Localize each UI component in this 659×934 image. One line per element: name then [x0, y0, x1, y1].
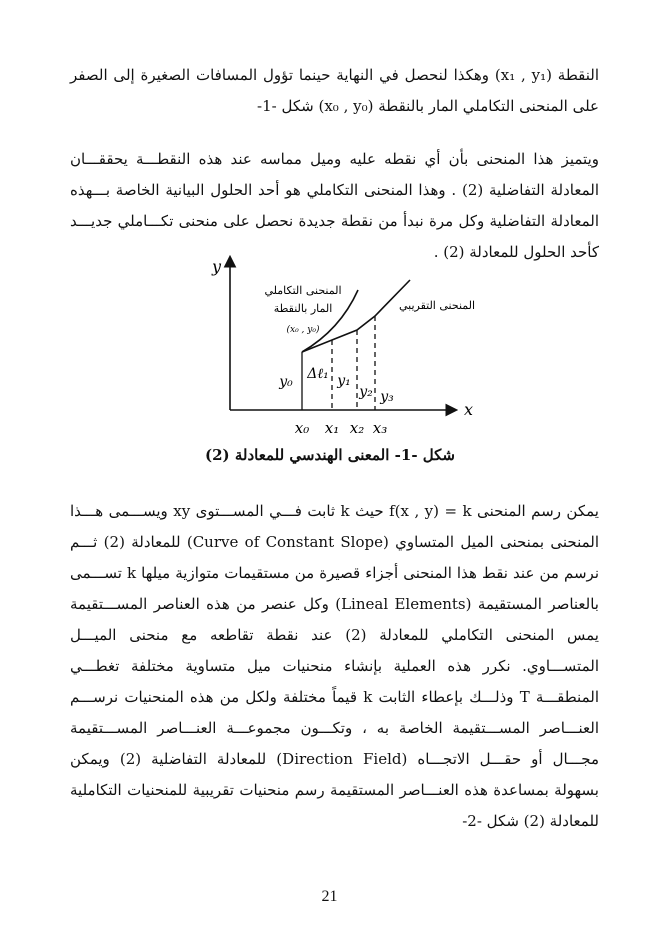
- x1-label: x₁: [324, 419, 340, 437]
- figure-1-geometric-meaning: [200, 250, 500, 440]
- y2-label: y₂: [359, 384, 373, 400]
- y0-label: y₀: [279, 374, 293, 390]
- paragraph-direction-field: يمكن رسم المنحنى f(x , y) = k حيث k ثابت فـــي المســـتوى xy ويســـمى هـــذا المنحنى بمنحنى الميل المتساوي (Curve of Constant Slope) للمعادلة (2) ثـــم نرسم من عند نقط هذا المنحنى أجزاء قصيرة من مستقيمات متوازية ميلها k تســـمى بالعناصر المستقيمة (Lineal Elements) وكل عنصر من هذه العناصر المســـتقيمة يمس المنحنى التكاملي للمعادلة (2) عند نقطة تقاطعه مع منحنى الميـــل المتســـاوي. نكرر هذه العملية بإنشاء منحنيات ميل متساوية مختلفة تغطـــي المنطقـــة T وذلـــك بإعطاء الثابت k قيماً مختلفة ولكل من هذه المنحنيات نرســـم العنـــاصر المســـتقيمة الخاصة به ، وتكـــون مجموعـــة العنـــاصر المســـتقيمة مجـــال أو حقـــل الاتجـــاه (Direction Field) للمعادلة التفاضلية (2) ويمكن بسهولة بمساعدة هذه العنـــاصر المستقيمة رسم منحنيات تقريبية للمنحنيات التكاملية للمعادلة (2) شكل -2-: [70, 502, 600, 830]
- integral-curve-label-point: (x₀ , y₀): [286, 325, 320, 335]
- x3-label: x₃: [372, 419, 388, 437]
- page-number: 21: [321, 888, 338, 905]
- approximate-curve-label: المنحنى التقريبي: [398, 299, 476, 312]
- y1-label: y₁: [337, 373, 351, 389]
- paragraph-integral-curve: ويتميز هذا المنحنى بأن أي نقطه عليه وميل مماسه عند هذه النقطـــة يحققـــان المعادلة التفاضلية (2) . وهذا المنحنى التكاملي هو أحد الحلول البيانية الخاصة بـــهذه المعادلة التفاضلية وكل مرة نبدأ من نقطة جديدة نحصل على منحنى تكـــاملي جديـــد كأحد الحلول للمعادلة (2) .: [70, 150, 599, 261]
- x0-label: x₀: [294, 419, 310, 437]
- integral-curve-label-line1: المنحنى التكاملي: [264, 284, 342, 297]
- y-axis-label: y: [212, 257, 222, 276]
- integral-curve: [302, 290, 358, 352]
- figure-caption: شكل -1- المعنى الهندسي للمعادلة (2): [205, 446, 455, 464]
- x2-label: x₂: [349, 419, 365, 437]
- integral-curve-label-line2: المار بالنقطة: [273, 302, 333, 315]
- y3-label: y₃: [380, 389, 394, 405]
- x-axis-label: x: [464, 400, 474, 419]
- paragraph-intro: النقطة (x₁ , y₁) وهكذا لنحصل في النهاية حينما تؤول المسافات الصغيرة إلى الصفر على المنحنى التكاملي المار بالنقطة (x₀ , y₀) شكل -1-: [70, 66, 600, 115]
- delta-l1-label: Δℓ₁: [307, 366, 329, 382]
